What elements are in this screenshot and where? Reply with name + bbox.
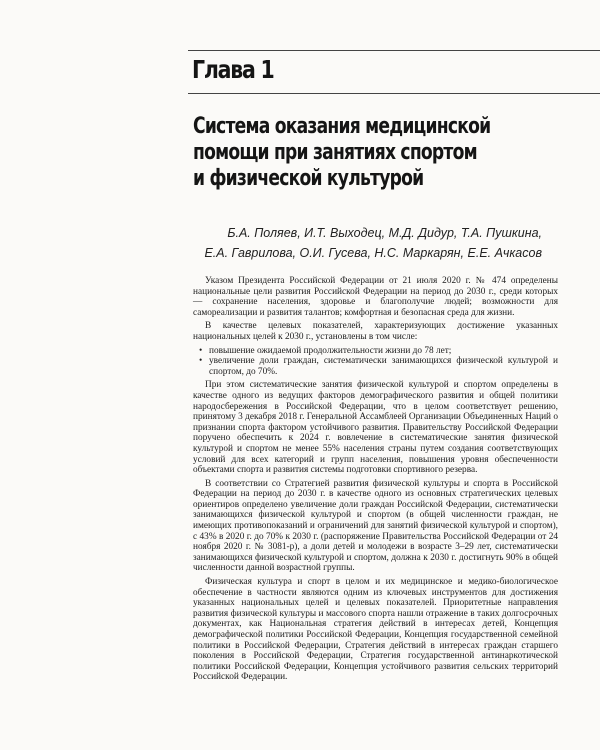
section-title — [193, 114, 521, 192]
section-title-line: и физической культурой — [193, 166, 424, 191]
authors-line: Е.А. Гаврилова, О.И. Гусева, Н.С. Маркарян, Е.Е. Ачкасов — [204, 246, 542, 260]
chapter-rule-bottom — [188, 93, 600, 94]
chapter-heading: Глава 1 — [192, 55, 274, 84]
paragraph: В качестве целевых показателей, характеризующих достижение указанных национальных целей к 2030 г., установлены в том числе: — [193, 321, 558, 342]
authors-line: Б.А. Поляев, И.Т. Выходец, М.Д. Дидур, Т.А. Пушкина, — [227, 226, 542, 240]
paragraph: Указом Президента Российской Федерации от 21 июля 2020 г. № 474 определены национальные цели развития Российской Федерации на период до 2030 г., среди которых — сохранение населения, здоровье и благополучие людей; возможности для самореализации и развития талантов; комфортная и безопасная среда для жизни. — [193, 276, 558, 318]
section-title-line: помощи при занятиях спортом — [193, 140, 477, 165]
paragraph: Физическая культура и спорт в целом и их медицинское и медико-биологическое обеспечение в частности являются одним из ключевых инструментов для достижения указанных национальных целей и целевых показателей. Приоритетные направления развития физической культуры и массового спорта нашли отражение в таких долгосрочных документах, как Национальная стратегия действий в интересах детей, Концепция демографической политики Российской Федерации, Концепция государственной семейной политики в Российской Федерации, Стратегия действий в интересах граждан старшего поколения в Российской Федерации, Стратегия государственной антинаркотической политики Российской Федерации, Концепция устойчивого развития сельских территорий Российской Федерации. — [193, 577, 558, 683]
list-item: • увеличение доли граждан, систематически занимающихся физической культурой и спортом, до 70%. — [209, 356, 558, 377]
paragraph: В соответствии со Стратегией развития физической культуры и спорта в Российской Федерации на период до 2030 г. в качестве одного из основных стратегических целевых ориентиров определено увеличение доли граждан Российской Федерации, систематически занимающихся физической культурой и спортом (в общей численности граждан, не имеющих противопоказаний и ограничений для занятий физической культурой и спортом), с 43% в 2020 г. до 70% к 2030 г. (распоряжение Правительства Российской Федерации от 24 ноября 2020 г. № 3081-р), а доли детей и молодежи в возрасте 3–29 лет, систематически занимающихся физической культурой и спортом, должна к 2030 г. достигнуть 90% в общей численности данной возрастной группы. — [193, 478, 558, 574]
list-item: • повышение ожидаемой продолжительности жизни до 78 лет; — [209, 346, 558, 357]
paragraph: При этом систематические занятия физической культурой и спортом определены в качестве одного из ведущих факторов демографического развития и общей политики народосбережения в Российской Федерации, что в целом соответствует решению, принятому 3 декабря 2018 г. Генеральной Ассамблеей Организации Объединенных Наций о признании спорта фактором устойчивого развития. Правительству Российской Федерации поручено обеспечить к 2024 г. вовлечение в систематические занятия физической культурой и спортом не менее 55% населения страны путем создания соответствующих условий для всех категорий и групп населения, повышения уровня обеспеченности объектами спорта и развития системы подготовки спортивного резерва. — [193, 380, 558, 476]
section-title-line: Система оказания медицинской — [193, 114, 491, 139]
authors-block — [182, 223, 542, 263]
chapter-rule-top — [188, 50, 600, 51]
body-text — [193, 276, 558, 686]
bullet-list — [193, 346, 558, 378]
